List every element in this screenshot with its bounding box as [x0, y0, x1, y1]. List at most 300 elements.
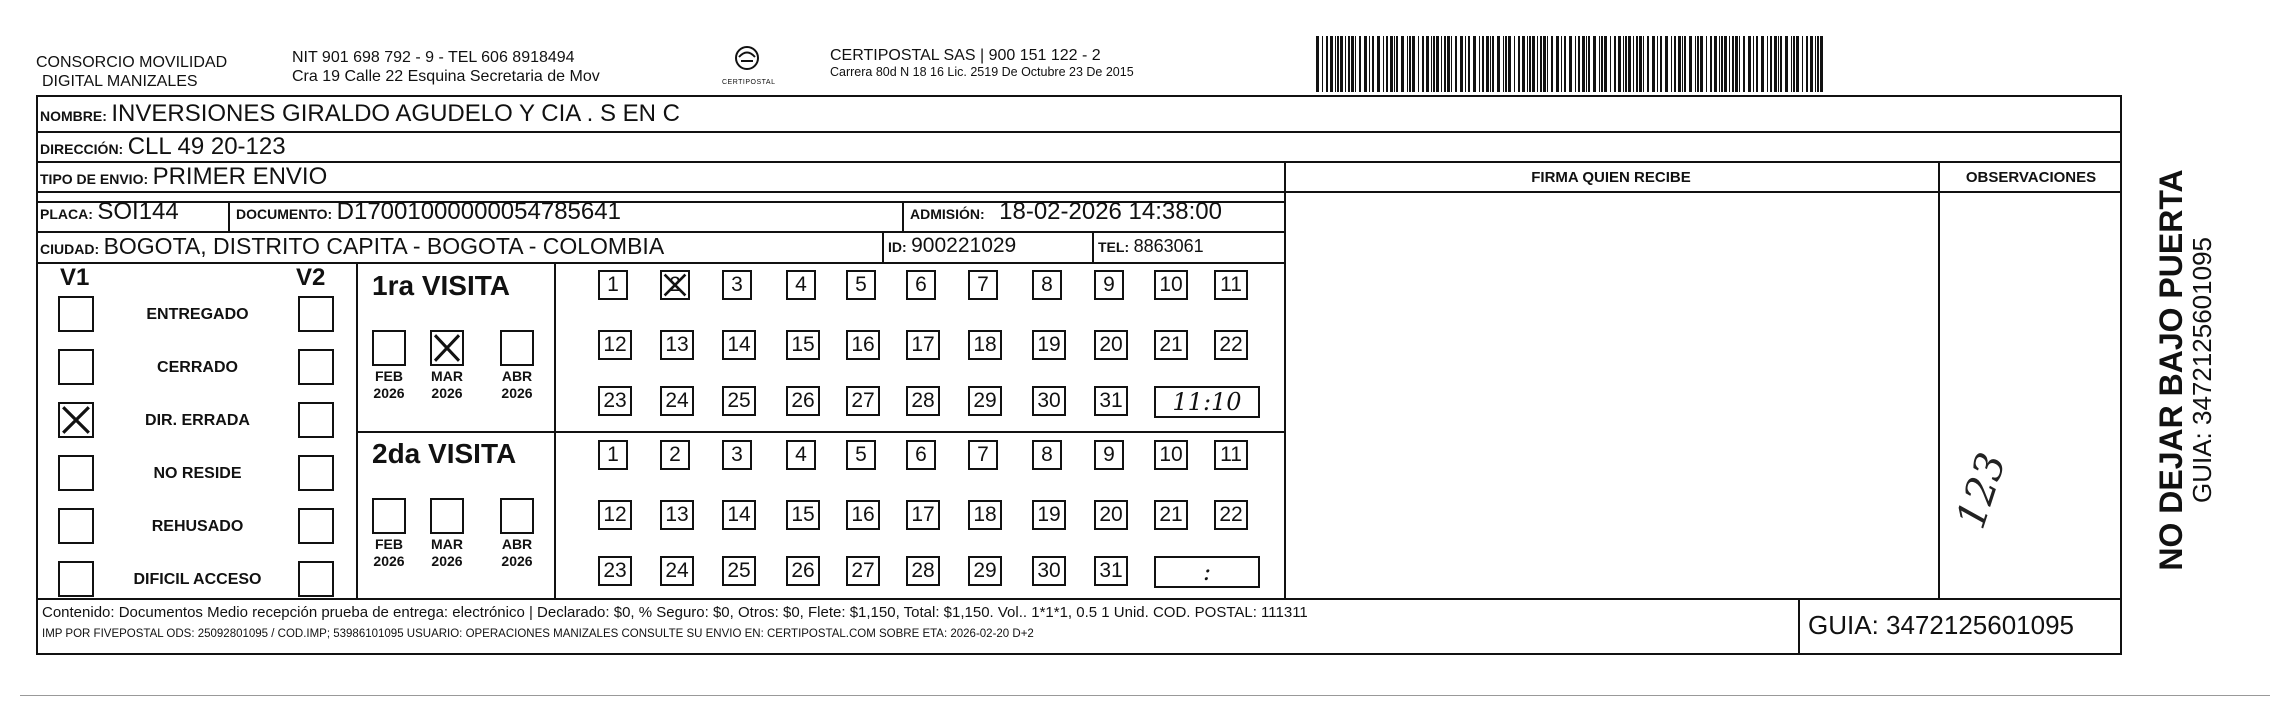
day-number: 31: [1099, 389, 1123, 412]
day-number: 27: [851, 389, 875, 412]
barcode-bar: [1770, 36, 1772, 92]
day-number: 31: [1099, 559, 1123, 582]
day-number: 16: [851, 333, 875, 356]
day-number: 26: [791, 389, 815, 412]
footer-content: Contenido: Documentos Medio recepción prueba de entrega: electrónico | Declarado: $0, % Seguro: $0, Otros: $0, Flete: $1,150, Total: $1,150. Vol.. 1*1*1, 0.5 1 Unid. COD. POSTAL: 111311: [42, 604, 1308, 621]
tipo-row: TIPO DE ENVIO: PRIMER ENVIO: [40, 163, 328, 190]
row-divider: [356, 431, 1284, 433]
barcode-bar: [1756, 36, 1758, 92]
barcode-bar: [1684, 36, 1686, 92]
barcode-bar: [1455, 36, 1457, 92]
barcode-bar: [1460, 36, 1463, 92]
day-number: 9: [1103, 443, 1115, 466]
second-visit-month-label: [368, 536, 410, 570]
day-number: 21: [1159, 333, 1183, 356]
second-visit-day-24[interactable]: [660, 556, 694, 586]
barcode-bar: [1774, 36, 1777, 92]
second-visit-day-20[interactable]: [1094, 500, 1128, 530]
second-visit-day-19[interactable]: [1032, 500, 1066, 530]
month-name: ABR: [501, 368, 533, 384]
second-visit-day-9[interactable]: [1094, 440, 1124, 470]
status-label: DIR. ERRADA: [145, 412, 250, 429]
col-divider: [228, 201, 230, 231]
first-visit-day-31[interactable]: [1094, 386, 1128, 416]
tel-cell: TEL: 8863061: [1098, 236, 1204, 256]
second-visit-day-13[interactable]: [660, 500, 694, 530]
first-visit-day-8[interactable]: [1032, 270, 1062, 300]
side-guia-text: GUIA: 3472125601095: [2187, 237, 2217, 504]
first-visit-day-14[interactable]: [722, 330, 756, 360]
barcode-bar: [1386, 36, 1388, 92]
barcode-bar: [1564, 36, 1566, 92]
barcode-bar: [1561, 36, 1562, 92]
second-visit-month-checkbox[interactable]: [500, 498, 534, 534]
day-number: 3: [731, 273, 743, 296]
documento-value: D17001000000054785641: [336, 198, 621, 225]
barcode-bar: [1665, 36, 1668, 92]
v1-checkbox[interactable]: [58, 349, 94, 385]
v1-checkbox[interactable]: [58, 561, 94, 597]
v2-checkbox[interactable]: [298, 508, 334, 544]
day-number: 27: [851, 559, 875, 582]
second-visit-day-5[interactable]: [846, 440, 876, 470]
v1-label: V1: [60, 264, 90, 291]
firma-header: FIRMA QUIEN RECIBE: [1531, 169, 1691, 186]
barcode-bar: [1348, 36, 1350, 92]
day-number: 15: [791, 503, 815, 526]
v1-checkbox[interactable]: [58, 402, 94, 438]
first-visit-day-6[interactable]: [906, 270, 936, 300]
barcode-bar: [1514, 36, 1515, 92]
side-warning: [2154, 169, 2216, 570]
barcode-bar: [1706, 36, 1707, 92]
first-visit-day-2[interactable]: [660, 270, 690, 300]
barcode-bar: [1505, 36, 1507, 92]
second-visit-day-17[interactable]: [906, 500, 940, 530]
day-number: 23: [603, 559, 627, 582]
barcode-bar: [1490, 36, 1491, 92]
second-visit-day-6[interactable]: [906, 440, 936, 470]
status-label: REHUSADO: [151, 518, 244, 535]
barcode-bar: [1337, 36, 1339, 92]
first-visit-day-30[interactable]: [1032, 386, 1066, 416]
day-number: 19: [1037, 333, 1061, 356]
second-visit-day-14[interactable]: [722, 500, 756, 530]
barcode-bar: [1383, 36, 1384, 92]
second-visit-day-3[interactable]: [722, 440, 752, 470]
barcode-bar: [1806, 36, 1808, 92]
v2-checkbox[interactable]: [298, 561, 334, 597]
month-year: 2026: [373, 385, 405, 401]
admision-value: 18-02-2026 14:38:00: [999, 198, 1222, 225]
barcode-bar: [1714, 36, 1717, 92]
first-visit-day-27[interactable]: [846, 386, 880, 416]
barcode-bar: [1623, 36, 1624, 92]
second-visit-day-18[interactable]: [968, 500, 1002, 530]
status-label: DIFICIL ACCESO: [133, 571, 262, 588]
second-visit-day-4[interactable]: [786, 440, 816, 470]
day-number: 25: [727, 389, 751, 412]
barcode-bar: [1451, 36, 1452, 92]
barcode-bar: [1729, 36, 1730, 92]
day-number: 14: [727, 333, 751, 356]
status-label: ENTREGADO: [146, 306, 249, 323]
carrier-logo: CERTIPOSTAL: [722, 44, 772, 86]
barcode-bar: [1377, 36, 1380, 92]
second-visit-day-8[interactable]: [1032, 440, 1062, 470]
barcode-bar: [1682, 36, 1683, 92]
barcode-bar: [1643, 36, 1644, 92]
barcode-bar: [1355, 36, 1356, 92]
barcode-bar: [1660, 36, 1662, 92]
col-divider: [1938, 161, 1940, 598]
barcode-bar: [1633, 36, 1634, 92]
month-year: 2026: [501, 553, 533, 569]
day-number: 22: [1219, 503, 1243, 526]
barcode-bar: [1601, 36, 1603, 92]
first-visit-day-22[interactable]: [1214, 330, 1248, 360]
ciudad-cell: CIUDAD: BOGOTA, DISTRITO CAPITA - BOGOTA - COLOMBIA: [40, 233, 665, 259]
barcode-bar: [1537, 36, 1538, 92]
barcode-bar: [1322, 36, 1323, 92]
second-visit-day-1[interactable]: [598, 440, 628, 470]
day-number: 24: [665, 559, 689, 582]
col-divider: [1284, 161, 1286, 598]
first-visit-day-16[interactable]: [846, 330, 880, 360]
barcode-bar: [1582, 36, 1585, 92]
second-visit-day-2[interactable]: [660, 440, 690, 470]
barcode-bar: [1748, 36, 1751, 92]
v1-checkbox[interactable]: [58, 455, 94, 491]
barcode-bar: [1409, 36, 1411, 92]
day-number: 11: [1220, 443, 1242, 466]
barcode-bar: [1497, 36, 1500, 92]
second-visit-title: 2da VISITA: [372, 438, 517, 469]
barcode-bar: [1401, 36, 1404, 92]
barcode-bar: [1529, 36, 1531, 92]
first-visit-month-checkbox[interactable]: [372, 330, 406, 366]
barcode-bar: [1700, 36, 1703, 92]
barcode-bar: [1441, 36, 1442, 92]
second-visit-day-26[interactable]: [786, 556, 820, 586]
handwritten-observation: 123: [1948, 447, 2016, 535]
first-visit-day-29[interactable]: [968, 386, 1002, 416]
day-check-mark: [662, 272, 688, 298]
first-visit-time-field[interactable]: [1154, 386, 1260, 418]
day-number: 4: [795, 273, 807, 296]
second-visit-day-31[interactable]: [1094, 556, 1128, 586]
row-divider: [36, 598, 2122, 600]
barcode-bar: [1689, 36, 1692, 92]
barcode-bar: [1652, 36, 1655, 92]
barcode-bar: [1556, 36, 1559, 92]
status-label: CERRADO: [157, 359, 238, 376]
v2-label: V2: [296, 264, 326, 291]
ciudad-value: BOGOTA, DISTRITO CAPITA - BOGOTA - COLOMBIA: [103, 233, 665, 259]
day-number: 29: [973, 559, 997, 582]
second-visit-month-checkbox[interactable]: [372, 498, 406, 534]
first-visit-day-23[interactable]: [598, 386, 632, 416]
barcode-bar: [1761, 36, 1764, 92]
barcode-bar: [1785, 36, 1788, 92]
barcode-bar: [1674, 36, 1676, 92]
v1-checkbox[interactable]: [58, 296, 94, 332]
barcode-graphic: [1316, 36, 1826, 92]
day-number: 22: [1219, 333, 1243, 356]
barcode-bar: [1732, 36, 1734, 92]
second-visit-day-7[interactable]: [968, 440, 998, 470]
barcode-bar: [1431, 36, 1432, 92]
barcode-bar: [1407, 36, 1408, 92]
month-name: FEB: [375, 536, 403, 552]
month-year: 2026: [431, 385, 463, 401]
barcode-bar: [1364, 36, 1367, 92]
day-number: 19: [1037, 503, 1061, 526]
first-visit-day-9[interactable]: [1094, 270, 1124, 300]
barcode-bar: [1614, 36, 1616, 92]
barcode-bar: [1678, 36, 1681, 92]
nombre-row: NOMBRE: INVERSIONES GIRALDO AGUDELO Y CIA . S EN C: [40, 100, 680, 127]
barcode-bar: [1793, 36, 1795, 92]
barcode-bar: [1796, 36, 1799, 92]
first-visit-day-28[interactable]: [906, 386, 940, 416]
day-number: 9: [1103, 273, 1115, 296]
carrier-logo-icon: [730, 44, 764, 74]
first-visit-day-25[interactable]: [722, 386, 756, 416]
v2-checkbox[interactable]: [298, 455, 334, 491]
v2-checkbox[interactable]: [298, 402, 334, 438]
second-visit-day-10[interactable]: [1154, 440, 1188, 470]
second-visit-day-25[interactable]: [722, 556, 756, 586]
barcode-bar: [1369, 36, 1370, 92]
month-year: 2026: [501, 385, 533, 401]
status-label: NO RESIDE: [153, 465, 242, 482]
first-visit-day-19[interactable]: [1032, 330, 1066, 360]
first-visit-month-label: [426, 368, 468, 402]
barcode-bar: [1780, 36, 1782, 92]
placa-cell: PLACA: SOI144: [40, 198, 179, 225]
first-visit-day-5[interactable]: [846, 270, 876, 300]
barcode: [1316, 36, 1826, 92]
barcode-bar: [1636, 36, 1638, 92]
day-number: 6: [915, 273, 927, 296]
first-visit-month-label: [496, 368, 538, 402]
first-visit-day-3[interactable]: [722, 270, 752, 300]
placa-value: SOI144: [97, 198, 179, 225]
direccion-row: DIRECCIÓN: CLL 49 20-123: [40, 133, 286, 160]
row-divider: [36, 131, 2122, 133]
day-number: 17: [911, 333, 935, 356]
barcode-bar: [1610, 36, 1611, 92]
first-visit-day-11[interactable]: [1214, 270, 1248, 300]
barcode-bar: [1820, 36, 1823, 92]
barcode-bar: [1335, 36, 1336, 92]
barcode-bar: [1817, 36, 1819, 92]
barcode-bar: [1518, 36, 1520, 92]
first-visit-month-checkbox[interactable]: [500, 330, 534, 366]
day-number: 16: [851, 503, 875, 526]
first-visit-day-18[interactable]: [968, 330, 1002, 360]
barcode-bar: [1372, 36, 1374, 92]
scan-edge-line: [20, 695, 2270, 696]
barcode-bar: [1588, 36, 1590, 92]
barcode-bar: [1473, 36, 1476, 92]
barcode-bar: [1345, 36, 1346, 92]
footer-guia: GUIA: 3472125601095: [1808, 610, 2074, 640]
day-number: 15: [791, 333, 815, 356]
day-number: 8: [1041, 273, 1053, 296]
day-number: 4: [795, 443, 807, 466]
day-number: 5: [855, 443, 867, 466]
documento-cell: DOCUMENTO: D17001000000054785641: [236, 198, 621, 225]
second-visit-month-label: [426, 536, 468, 570]
col-divider: [356, 262, 358, 598]
first-visit-day-1[interactable]: [598, 270, 628, 300]
day-number: 14: [727, 503, 751, 526]
second-visit-day-29[interactable]: [968, 556, 1002, 586]
second-visit-day-15[interactable]: [786, 500, 820, 530]
barcode-bar: [1767, 36, 1768, 92]
second-visit-day-16[interactable]: [846, 500, 880, 530]
company-name: CONSORCIO MOVILIDAD DIGITAL MANIZALES: [36, 54, 228, 90]
barcode-bar: [1695, 36, 1696, 92]
barcode-bar: [1486, 36, 1489, 92]
col-divider: [554, 262, 556, 598]
second-visit-month-checkbox[interactable]: [430, 498, 464, 534]
second-visit-day-22[interactable]: [1214, 500, 1248, 530]
col-divider: [1092, 231, 1094, 262]
second-visit-day-27[interactable]: [846, 556, 880, 586]
day-number: 10: [1159, 273, 1183, 296]
barcode-bar: [1618, 36, 1621, 92]
day-number: 18: [973, 503, 997, 526]
first-visit-day-15[interactable]: [786, 330, 820, 360]
barcode-bar: [1447, 36, 1450, 92]
barcode-bar: [1482, 36, 1484, 92]
row-divider: [36, 191, 2122, 193]
month-year: 2026: [431, 553, 463, 569]
barcode-bar: [1479, 36, 1480, 92]
barcode-bar: [1628, 36, 1631, 92]
id-cell: ID: 900221029: [888, 234, 1017, 257]
side-warning-text: NO DEJAR BAJO PUERTA: [2153, 169, 2189, 571]
first-visit-month-label: [368, 368, 410, 402]
barcode-bar: [1735, 36, 1738, 92]
first-visit-day-21[interactable]: [1154, 330, 1188, 360]
first-visit-day-10[interactable]: [1154, 270, 1188, 300]
month-name: MAR: [431, 536, 463, 552]
second-visit-day-21[interactable]: [1154, 500, 1188, 530]
col-divider: [1798, 598, 1800, 655]
day-number: 13: [665, 503, 689, 526]
first-visit-day-17[interactable]: [906, 330, 940, 360]
barcode-bar: [1492, 36, 1494, 92]
first-visit-day-24[interactable]: [660, 386, 694, 416]
day-number: 2: [669, 273, 681, 296]
barcode-bar: [1724, 36, 1727, 92]
v1-checkbox[interactable]: [58, 508, 94, 544]
barcode-bar: [1394, 36, 1395, 92]
barcode-bar: [1351, 36, 1354, 92]
observaciones-header: OBSERVACIONES: [1965, 169, 2097, 186]
second-visit-day-23[interactable]: [598, 556, 632, 586]
first-visit-day-13[interactable]: [660, 330, 694, 360]
v2-checkbox[interactable]: [298, 349, 334, 385]
id-value: 900221029: [911, 234, 1017, 257]
day-number: 20: [1099, 503, 1123, 526]
first-visit-day-4[interactable]: [786, 270, 816, 300]
day-number: 30: [1037, 559, 1061, 582]
second-visit-time-field[interactable]: [1154, 556, 1260, 588]
barcode-bar: [1532, 36, 1535, 92]
second-visit-day-28[interactable]: [906, 556, 940, 586]
barcode-bar: [1778, 36, 1779, 92]
first-visit-day-12[interactable]: [598, 330, 632, 360]
barcode-bar: [1551, 36, 1553, 92]
day-number: 12: [603, 333, 627, 356]
first-visit-day-26[interactable]: [786, 386, 820, 416]
barcode-bar: [1815, 36, 1816, 92]
v2-checkbox[interactable]: [298, 296, 334, 332]
second-visit-day-30[interactable]: [1032, 556, 1066, 586]
time-value: :: [1202, 558, 1212, 586]
direccion-value: CLL 49 20-123: [127, 133, 286, 160]
barcode-bar: [1465, 36, 1466, 92]
barcode-bar: [1639, 36, 1642, 92]
second-visit-month-label: [496, 536, 538, 570]
barcode-bar: [1543, 36, 1546, 92]
day-number: 5: [855, 273, 867, 296]
second-visit-day-11[interactable]: [1214, 440, 1248, 470]
day-number: 13: [665, 333, 689, 356]
barcode-bar: [1810, 36, 1813, 92]
first-visit-month-checkbox[interactable]: [430, 330, 464, 366]
first-visit-day-7[interactable]: [968, 270, 998, 300]
barcode-bar: [1578, 36, 1580, 92]
nombre-value: INVERSIONES GIRALDO AGUDELO Y CIA . S EN C: [111, 100, 680, 127]
day-number: 2: [669, 443, 681, 466]
barcode-bar: [1671, 36, 1672, 92]
barcode-bar: [1508, 36, 1511, 92]
barcode-bar: [1390, 36, 1393, 92]
day-number: 25: [727, 559, 751, 582]
barcode-bar: [1418, 36, 1419, 92]
month-name: MAR: [431, 368, 463, 384]
tipo-value: PRIMER ENVIO: [152, 163, 328, 190]
barcode-bar: [1604, 36, 1607, 92]
day-number: 29: [973, 389, 997, 412]
barcode-bar: [1527, 36, 1528, 92]
barcode-bar: [1444, 36, 1446, 92]
day-number: 3: [731, 443, 743, 466]
row-divider: [36, 161, 2122, 163]
barcode-bar: [1468, 36, 1470, 92]
barcode-bar: [1330, 36, 1333, 92]
day-number: 28: [911, 389, 935, 412]
first-visit-day-20[interactable]: [1094, 330, 1128, 360]
barcode-bar: [1710, 36, 1712, 92]
barcode-bar: [1657, 36, 1658, 92]
month-year: 2026: [373, 553, 405, 569]
day-number: 28: [911, 559, 935, 582]
month-name: ABR: [501, 536, 533, 552]
second-visit-day-12[interactable]: [598, 500, 632, 530]
day-number: 26: [791, 559, 815, 582]
day-number: 23: [603, 389, 627, 412]
day-number: 21: [1159, 503, 1183, 526]
barcode-bar: [1647, 36, 1649, 92]
barcode-bar: [1433, 36, 1435, 92]
